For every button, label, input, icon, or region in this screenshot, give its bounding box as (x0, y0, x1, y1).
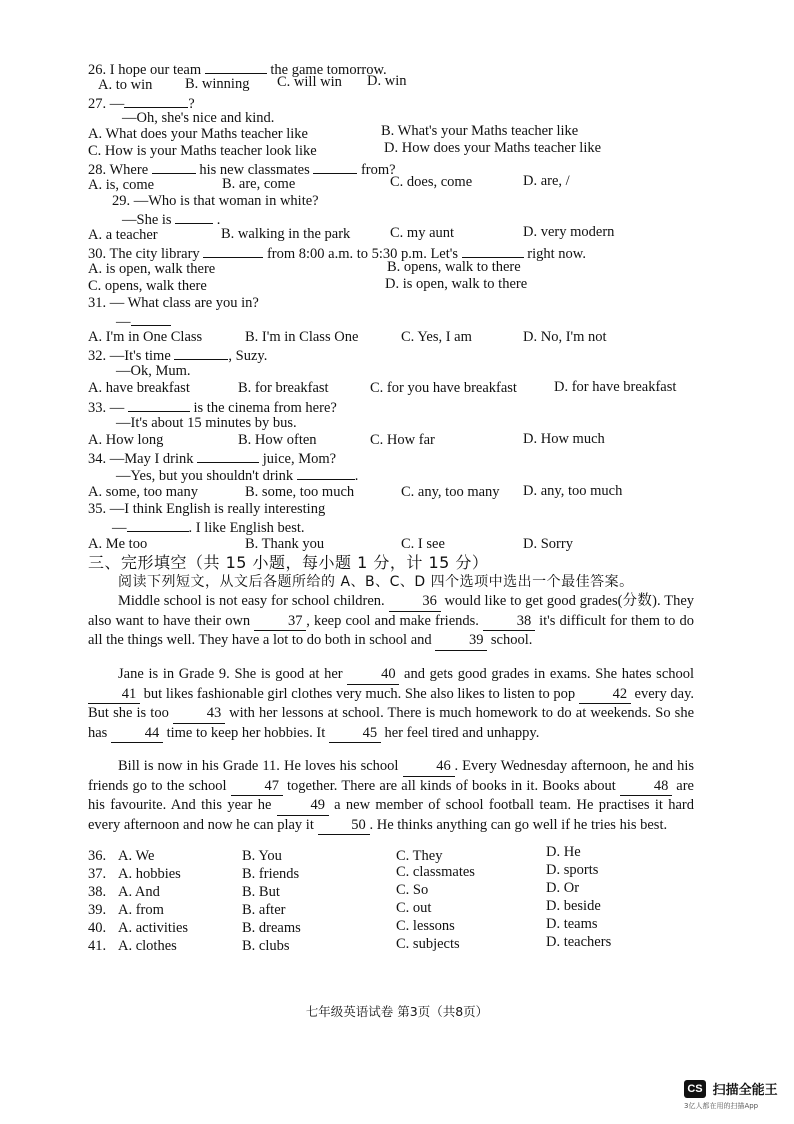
q31-option-c: C. Yes, I am (401, 329, 472, 345)
q34-option-c: C. any, too many (401, 484, 500, 500)
option-a: A. And (118, 884, 160, 900)
blank-39: 39 (435, 631, 487, 651)
option-a: A. from (118, 902, 164, 918)
q35-reply: — . I like English best. (112, 520, 305, 536)
blank-36: 36 (389, 592, 441, 612)
option-number: 36. (88, 848, 107, 864)
q28-option-b: B. are, come (222, 176, 296, 192)
option-b: B. But (242, 884, 280, 900)
blank-48: 48 (620, 777, 672, 797)
q32-reply: —Ok, Mum. (116, 363, 191, 379)
passage-paragraph-3: Bill is now in his Grade 11. He loves his school 46 . Every Wednesday afternoon, he and his friends go to the school 47 together. There are all kinds of books in it. Books about 48 are his favourite. And this year he 49 a new member of school football team. He practises it hard every afternoon and now he can play it 50 . He thinks anything can go well if he tries his best. (88, 757, 694, 835)
q33-option-d: D. How much (523, 431, 605, 447)
q30-option-b: B. opens, walk to there (387, 259, 521, 275)
option-d: D. teams (546, 916, 598, 932)
q33-option-c: C. How far (370, 432, 435, 448)
section-instruction: 阅读下列短文，从文后各题所给的 A、B、C、D 四个选项中选出一个最佳答案。 (118, 574, 634, 590)
q35-option-b: B. Thank you (245, 536, 325, 552)
watermark-subtitle: 3亿人都在用的扫描App (684, 1102, 759, 1110)
option-a: A. hobbies (118, 866, 181, 882)
option-b: B. dreams (242, 920, 301, 936)
option-b: B. friends (242, 866, 300, 882)
q31-option-d: D. No, I'm not (523, 329, 607, 345)
q33-option-b: B. How often (238, 432, 317, 448)
passage-paragraph-2: Jane is in Grade 9. She is good at her 40 and gets good grades in exams. She hates school 41 but likes fashionable girl clothes very much. She also likes to listen to pop 42 every day. But she is too 43 with her lessons at school. There is much homework to do at weekends. So she has 44 time to keep her hobbies. It 45 her feel tired and unhappy. (88, 665, 694, 743)
q34-option-a: A. some, too many (88, 484, 198, 500)
watermark-name: 扫描全能王 (712, 1083, 778, 1098)
q35-option-c: C. I see (401, 536, 445, 552)
option-b: B. You (242, 848, 282, 864)
q33-reply: —It's about 15 minutes by bus. (116, 415, 297, 431)
q27-reply: —Oh, she's nice and kind. (122, 110, 275, 126)
option-number: 38. (88, 884, 107, 900)
option-number: 37. (88, 866, 107, 882)
option-d: D. He (546, 844, 581, 860)
question-31: 31. — What class are you in? (88, 295, 259, 311)
q35-option-a: A. Me too (88, 536, 148, 552)
q26-option-d: D. win (367, 73, 407, 89)
q28-option-d: D. are, / (523, 173, 570, 189)
option-a: A. We (118, 848, 155, 864)
question-29: 29. —Who is that woman in white? (112, 193, 319, 209)
q29-option-d: D. very modern (523, 224, 615, 240)
q34-reply: —Yes, but you shouldn't drink . (116, 468, 359, 484)
blank-41: 41 (88, 685, 140, 705)
page-footer: 七年级英语试卷 第3页（共8页） (305, 1004, 489, 1019)
q26-option-c: C. will win (277, 74, 342, 90)
q28-option-a: A. is, come (88, 177, 155, 193)
option-c: C. out (396, 900, 432, 916)
option-b: B. after (242, 902, 286, 918)
q27-option-d: D. How does your Maths teacher like (384, 140, 602, 156)
question-34: 34. —May I drink juice, Mom? (88, 451, 337, 467)
question-27: 27. — ? (88, 96, 195, 112)
option-number: 39. (88, 902, 107, 918)
q27-option-a: A. What does your Maths teacher like (88, 126, 308, 142)
option-b: B. clubs (242, 938, 290, 954)
q30-option-d: D. is open, walk to there (385, 276, 528, 292)
question-30: 30. The city library from 8:00 a.m. to 5:30 p.m. Let's right now. (88, 246, 586, 262)
q30-option-a: A. is open, walk there (88, 261, 216, 277)
q34-option-d: D. any, too much (523, 483, 623, 499)
camscanner-logo-icon: CS (684, 1080, 706, 1098)
q32-option-a: A. have breakfast (88, 380, 190, 396)
q27-option-b: B. What's your Maths teacher like (381, 123, 579, 139)
option-c: C. classmates (396, 864, 475, 880)
q33-option-a: A. How long (88, 432, 164, 448)
option-d: D. sports (546, 862, 599, 878)
blank-37: 37 (254, 612, 306, 632)
q31-option-b: B. I'm in Class One (245, 329, 359, 345)
section-title: 三、完形填空（共 15 小题，每小题 1 分，计 15 分） (88, 553, 489, 572)
blank-42: 42 (579, 685, 631, 705)
q29-reply: —She is . (122, 212, 221, 228)
q35-option-d: D. Sorry (523, 536, 573, 552)
blank-47: 47 (231, 777, 283, 797)
q29-option-a: A. a teacher (88, 227, 158, 243)
q32-option-d: D. for have breakfast (554, 379, 677, 395)
q32-option-c: C. for you have breakfast (370, 380, 517, 396)
blank-46: 46 (403, 757, 455, 777)
scanner-watermark (684, 1079, 778, 1110)
q34-option-b: B. some, too much (245, 484, 355, 500)
question-28: 28. Where his new classmates from? (88, 162, 396, 178)
passage-paragraph-1: Middle school is not easy for school children. 36 would like to get good grades(分数). They also want to have their own 37 , keep cool and make friends. 38 it's difficult for them to do all the things well. They have a lot to do both in school and 39 school. (88, 592, 694, 651)
q26-option-a: A. to win (98, 77, 153, 93)
q29-option-b: B. walking in the park (221, 226, 351, 242)
option-a: A. clothes (118, 938, 177, 954)
blank-50: 50 (318, 816, 370, 836)
option-c: C. lessons (396, 918, 455, 934)
option-d: D. beside (546, 898, 601, 914)
option-c: C. So (396, 882, 429, 898)
blank-45: 45 (329, 724, 381, 744)
option-c: C. They (396, 848, 443, 864)
option-a: A. activities (118, 920, 189, 936)
question-35: 35. —I think English is really interesting (88, 501, 326, 517)
q30-option-c: C. opens, walk there (88, 278, 207, 294)
q32-option-b: B. for breakfast (238, 380, 329, 396)
option-number: 41. (88, 938, 107, 954)
option-number: 40. (88, 920, 107, 936)
blank-38: 38 (483, 612, 535, 632)
option-d: D. Or (546, 880, 580, 896)
option-d: D. teachers (546, 934, 612, 950)
question-32: 32. —It's time , Suzy. (88, 348, 268, 364)
q27-option-c: C. How is your Maths teacher look like (88, 143, 317, 159)
question-33: 33. — is the cinema from here? (88, 400, 337, 416)
q31-reply: — (116, 312, 171, 331)
question-stem: 26. I hope our team (88, 62, 202, 78)
q29-option-c: C. my aunt (390, 225, 455, 241)
blank-43: 43 (173, 704, 225, 724)
blank-40: 40 (347, 665, 399, 685)
question-stem: the game tomorrow. (270, 62, 387, 78)
q26-option-b: B. winning (185, 76, 250, 92)
q31-option-a: A. I'm in One Class (88, 329, 203, 345)
option-c: C. subjects (396, 936, 460, 952)
blank-49: 49 (277, 796, 329, 816)
q28-option-c: C. does, come (390, 174, 473, 190)
blank-44: 44 (111, 724, 163, 744)
